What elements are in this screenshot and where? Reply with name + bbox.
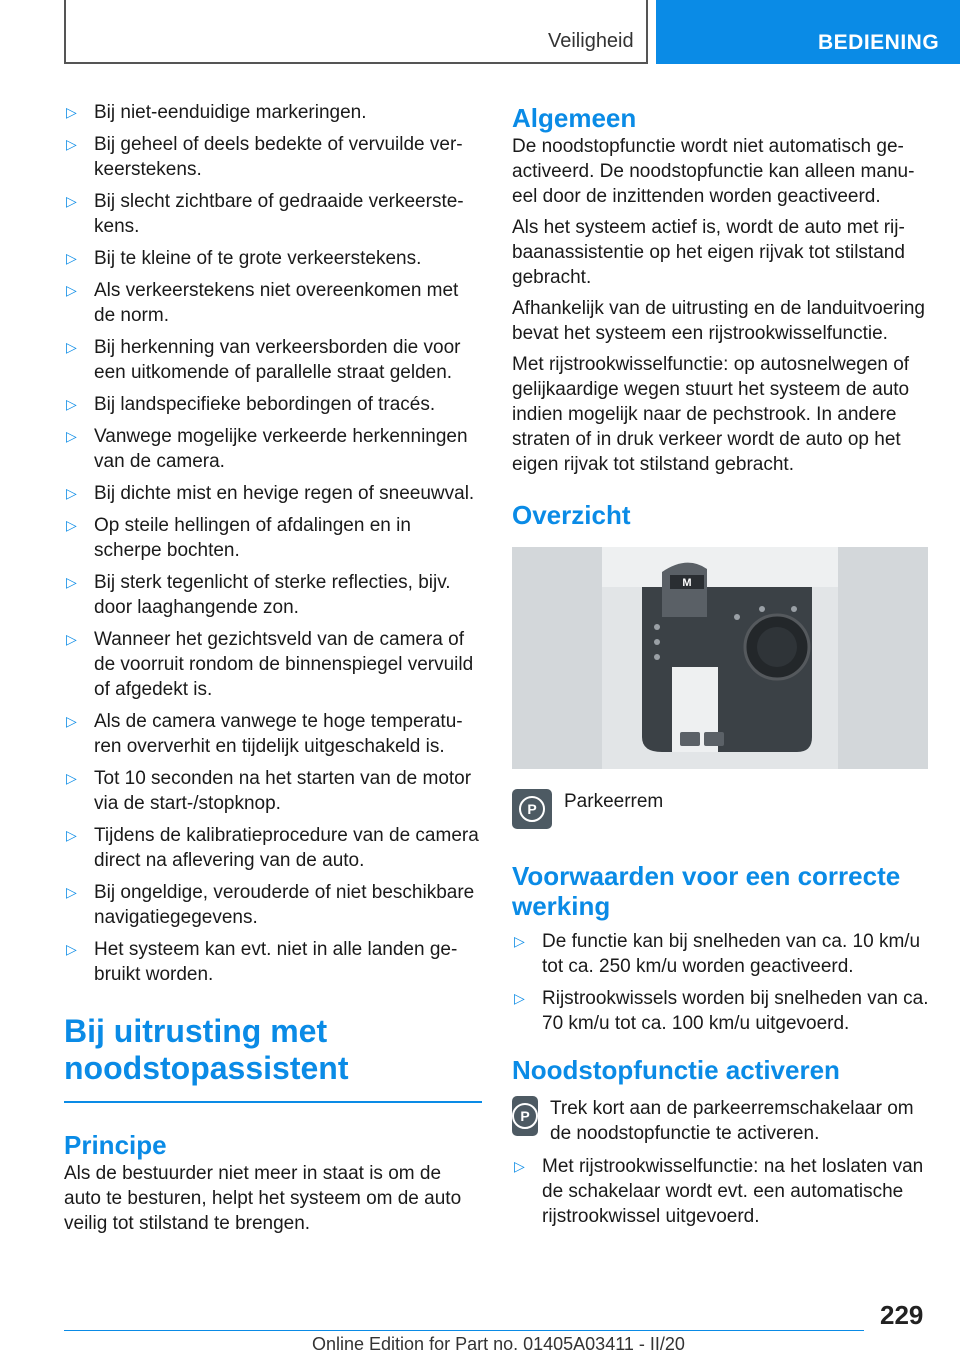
- list-item-text: Bij landspecifieke bebordingen of tracés.: [94, 394, 436, 415]
- bullet-triangle-icon: ▷: [66, 713, 77, 729]
- list-item: [64, 335, 482, 385]
- bullet-triangle-icon: ▷: [66, 104, 77, 120]
- bullet-triangle-icon: ▷: [514, 1158, 525, 1174]
- list-item: [64, 392, 482, 417]
- page-number: 229: [880, 1300, 924, 1330]
- voorwaarden-heading: Voorwaarden voor een correcte werking: [512, 861, 901, 921]
- parking-brake-icon: P: [512, 789, 552, 829]
- list-item-text: Bij ongeldige, verouderde of niet beschikbare navigatiegegevens.: [94, 882, 475, 928]
- bullet-triangle-icon: ▷: [514, 990, 525, 1006]
- list-item: [64, 823, 482, 873]
- left-bullet-list: [64, 100, 482, 987]
- principe-heading: Principe: [64, 1130, 167, 1160]
- footer-rule: [64, 1330, 864, 1331]
- header-section-title: Veiligheid: [548, 30, 634, 52]
- list-item: [512, 986, 930, 1036]
- list-item-text: Met rijstrookwisselfunctie: na het loslaten van de schakelaar wordt evt. een automatische rijstrookwissel uitgevoerd.: [542, 1156, 924, 1227]
- list-item-text: De functie kan bij snelheden van ca. 10 km/u tot ca. 250 km/u worden geactiveerd.: [542, 931, 921, 977]
- list-item-text: Als verkeerstekens niet overeenkomen met de norm.: [94, 280, 459, 326]
- list-item: [64, 627, 482, 702]
- list-item: [64, 189, 482, 239]
- list-item-text: Tijdens de kalibratieprocedure van de camera direct na aflevering van de auto.: [94, 825, 479, 871]
- list-item-text: Bij slecht zichtbare of gedraaide verkeerste-kens.: [94, 191, 464, 237]
- bullet-triangle-icon: ▷: [66, 485, 77, 501]
- bullet-triangle-icon: ▷: [66, 884, 77, 900]
- header-chapter-tab[interactable]: BEDIENING: [656, 0, 960, 64]
- list-item-text: Als de camera vanwege te hoge temperatu-ren oververhit en tijdelijk uitgeschakeld is.: [94, 711, 463, 757]
- list-item: [64, 513, 482, 563]
- header-frame-right: [646, 0, 648, 64]
- list-item: [64, 570, 482, 620]
- list-item-text: Wanneer het gezichtsveld van de camera of de voorruit rondom de binnenspiegel vervuild of afgedekt is.: [94, 629, 474, 700]
- principe-text: Als de bestuurder niet meer in staat is om de auto te besturen, helpt het systeem om de auto veilig tot stilstand te brengen.: [64, 1163, 462, 1234]
- list-item: [64, 132, 482, 182]
- list-item: [64, 424, 482, 474]
- bullet-triangle-icon: ▷: [66, 827, 77, 843]
- list-item-text: Bij sterk tegenlicht of sterke reflecties, bijv. door laaghangende zon.: [94, 572, 451, 618]
- bullet-triangle-icon: ▷: [66, 574, 77, 590]
- list-item-text: Bij herkenning van verkeersborden die voor een uitkomende of parallelle straat gelden.: [94, 337, 461, 383]
- parking-brake-icon: P: [512, 1096, 538, 1136]
- list-item: [64, 880, 482, 930]
- list-item: [512, 929, 930, 979]
- list-item-text: Bij te kleine of te grote verkeerstekens.: [94, 248, 422, 269]
- right-column: [512, 102, 930, 1236]
- list-item-text: Tot 10 seconden na het starten van de motor via de start-/stopknop.: [94, 768, 472, 814]
- algemeen-paragraph: Afhankelijk van de uitrusting en de landuitvoering bevat het systeem een rijstrookwisselfunctie.: [512, 298, 925, 344]
- photo-logo: M: [682, 577, 692, 589]
- heading-rule: [64, 1101, 482, 1103]
- list-item: [64, 278, 482, 328]
- section-heading: Bij uitrusting met noodstopassistent: [64, 1013, 349, 1086]
- list-item-text: Vanwege mogelijke verkeerde herkenningen van de camera.: [94, 426, 468, 472]
- bullet-triangle-icon: ▷: [66, 770, 77, 786]
- bullet-triangle-icon: ▷: [66, 396, 77, 412]
- bullet-triangle-icon: ▷: [66, 193, 77, 209]
- bullet-triangle-icon: ▷: [514, 933, 525, 949]
- list-item: [64, 766, 482, 816]
- activeren-text: Trek kort aan de parkeerremschakelaar om de noodstopfunctie te activeren.: [550, 1098, 914, 1144]
- bullet-triangle-icon: ▷: [66, 136, 77, 152]
- algemeen-paragraph: De noodstopfunctie wordt niet automatisch ge-activeerd. De noodstopfunctie kan alleen manu-eel door de inzittenden worden geactiveerd.: [512, 136, 915, 207]
- algemeen-heading: Algemeen: [512, 103, 637, 133]
- activeren-list: [512, 1154, 930, 1229]
- bullet-triangle-icon: ▷: [66, 250, 77, 266]
- overzicht-heading: Overzicht: [512, 500, 631, 530]
- list-item-text: Rijstrookwissels worden bij snelheden van ca. 70 km/u tot ca. 100 km/u uitgevoerd.: [542, 988, 929, 1034]
- bullet-triangle-icon: ▷: [66, 517, 77, 533]
- left-column: [64, 100, 482, 1242]
- bullet-triangle-icon: ▷: [66, 941, 77, 957]
- gear-selector-photo: [512, 547, 928, 769]
- list-item: [64, 246, 482, 271]
- header-frame-bottom: [64, 62, 648, 64]
- footer-edition: Online Edition for Part no. 01405A03411 - II/20: [312, 1334, 685, 1354]
- list-item: [64, 709, 482, 759]
- list-item-text: Bij niet-eenduidige markeringen.: [94, 102, 367, 123]
- list-item: [64, 100, 482, 125]
- header-frame-left: [64, 0, 66, 64]
- parkeerrem-legend: [512, 789, 930, 829]
- list-item: [64, 937, 482, 987]
- list-item: [64, 481, 482, 506]
- bullet-triangle-icon: ▷: [66, 282, 77, 298]
- bullet-triangle-icon: ▷: [66, 428, 77, 444]
- activeren-instruction: [512, 1096, 930, 1146]
- list-item-text: Op steile hellingen of afdalingen en in scherpe bochten.: [94, 515, 411, 561]
- list-item: [512, 1154, 930, 1229]
- parkeerrem-label: Parkeerrem: [564, 791, 664, 812]
- voorwaarden-list: [512, 929, 930, 1036]
- list-item-text: Bij geheel of deels bedekte of vervuilde ver-keerstekens.: [94, 134, 463, 180]
- bullet-triangle-icon: ▷: [66, 631, 77, 647]
- activeren-heading: Noodstopfunctie activeren: [512, 1055, 840, 1085]
- algemeen-paragraph: Met rijstrookwisselfunctie: op autosnelwegen of gelijkaardige wegen stuurt het systeem de auto indien mogelijk naar de pechstrook. In andere straten of in druk verkeer wordt de auto op het eigen rijvak tot stilstand gebracht.: [512, 354, 910, 475]
- list-item-text: Bij dichte mist en hevige regen of sneeuwval.: [94, 483, 475, 504]
- algemeen-paragraph: Als het systeem actief is, wordt de auto met rij-baanassistentie op het eigen rijvak tot stilstand gebracht.: [512, 217, 905, 288]
- algemeen-text: [512, 134, 930, 477]
- list-item-text: Het systeem kan evt. niet in alle landen ge-bruikt worden.: [94, 939, 458, 985]
- console-illustration: [512, 547, 928, 769]
- bullet-triangle-icon: ▷: [66, 339, 77, 355]
